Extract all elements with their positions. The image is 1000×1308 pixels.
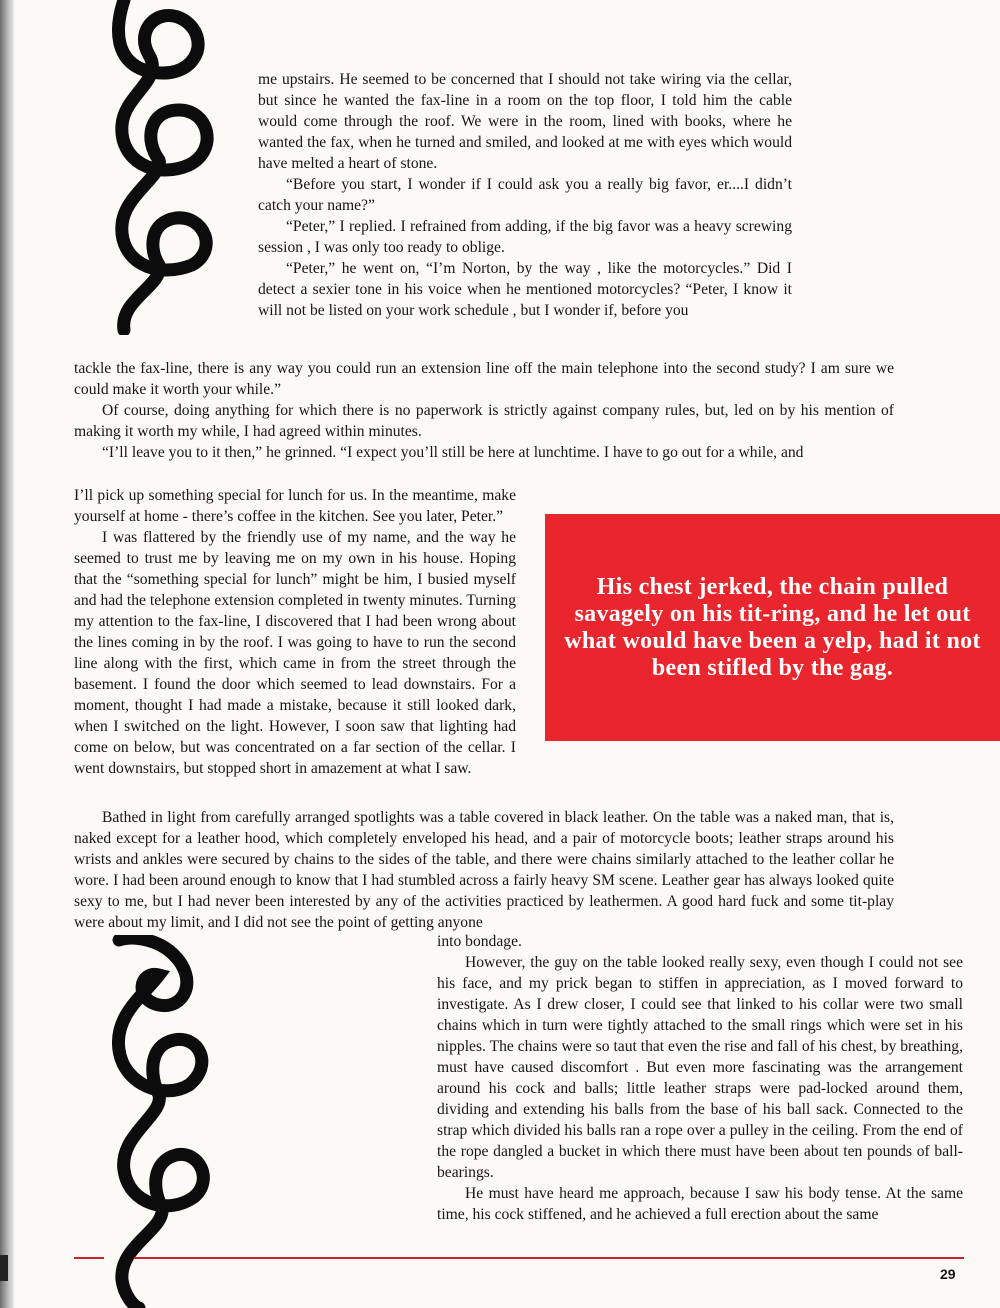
paragraph: He must have heard me approach, because I saw his body tense. At the same time, his cock stiffened, and he achieved a full erection about the same <box>437 1185 963 1223</box>
footer-rule-left <box>74 1257 104 1259</box>
pull-quote-box <box>545 514 1000 741</box>
paragraph: However, the guy on the table looked really sexy, even though I could not see his face, and my prick began to stiffen in appreciation, as I moved forward to investigate. As I drew closer, I could see that linked to his collar were two small chains which in turn were tightly attached to the small rings which were set in his nipples. The chains were so taut that even the rise and fall of his chest, by breathing, must have caused discomfort . But even more fascinating was the arrangement around his cock and balls; little leather straps were pad-locked around them, dividing and extending his balls from the base of his ball sack. Connected to the strap which divided his balls ran a rope over a pulley in the ceiling. From the end of the rope dangled a bucket in which there must have been about ten pounds of ball-bearings. <box>437 954 963 1181</box>
paragraph: “Peter,” I replied. I refrained from adding, if the big favor was a heavy screwing session , I was only too ready to oblige. <box>258 218 792 256</box>
footer-rule <box>134 1257 964 1259</box>
paragraph: I’ll pick up something special for lunch for us. In the meantime, make yourself at home - there’s coffee in the kitchen. See you later, Peter.” <box>74 487 516 525</box>
article-column-bottom <box>437 931 963 1225</box>
paragraph: Bathed in light from carefully arranged spotlights was a table covered in black leather. On the table was a naked man, that is, naked except for a leather hood, which completely enveloped his head, and a pair of motorcycle boots; leather straps around his wrists and ankles were secured by chains to the sides of the table, and there were chains similarly attached to the leather collar he wore. I had been around enough to know that I had stumbled across a fairly heavy SM scene. Leather gear has always looked quite sexy to me, but I had never been interested by any of the activities practiced by leathermen. A good hard fuck and some tit-play were about my limit, and I did not see the point of getting anyone <box>74 809 894 931</box>
paragraph: into bondage. <box>437 933 522 950</box>
paragraph: I was flattered by the friendly use of my name, and the way he seemed to trust me by leaving me on my own in his house. Hoping that the “something special for lunch” might be him, I busied myself and had the telephone extension completed in twenty minutes. Turning my attention to the fax-line, I discovered that I had been wrong about the lines coming in by the roof. I was going to have to run the second line along with the first, which came in from the street through the basement. I found the door which seemed to lead downstairs. For a moment, thought I had made a mistake, because it still looked dark, when I switched on the light. However, I soon saw that lighting had come on below, but was concentrated on a far section of the cellar. I went downstairs, but stopped short in amazement at what I saw. <box>74 529 516 777</box>
article-column-full-2 <box>74 807 894 933</box>
page-gutter <box>0 0 14 1308</box>
pull-quote-text: His chest jerked, the chain pulled savagely on his tit-ring, and he let out what would have been a yelp, had it not been stifled by the gag. <box>564 573 981 681</box>
paragraph: tackle the fax-line, there is any way you could run an extension line off the main telephone into the second study? I am sure we could make it worth your while.” <box>74 360 894 398</box>
paragraph: me upstairs. He seemed to be concerned that I should not take wiring via the cellar, but since he wanted the fax-line in a room on the top floor, I told him the cable would come through the roof. We were in the room, lined with books, where he wanted the fax, when he turned and smiled, and looked at me with eyes which would have melted a heart of stone. <box>258 71 792 172</box>
paragraph: Of course, doing anything for which there is no paperwork is strictly against company rules, but, led on by his mention of making it worth my while, I had agreed within minutes. <box>74 402 894 440</box>
article-column-left <box>74 485 516 779</box>
page-number: 29 <box>940 1266 956 1282</box>
paragraph: “Peter,” he went on, “I’m Norton, by the way , like the motorcycles.” Did I detect a sexier tone in his voice when he mentioned motorcycles? “Peter, I know it will not be listed on your work schedule , but I wonder if, before you <box>258 260 792 319</box>
article-column-top <box>258 69 792 321</box>
paragraph: “Before you start, I wonder if I could ask you a really big favor, er....I didn’t catch your name?” <box>258 176 792 214</box>
bottom-loop-ornament-icon <box>104 935 224 1308</box>
gutter-mark <box>0 1255 8 1281</box>
top-loop-ornament-icon <box>104 0 224 335</box>
paragraph: “I’ll leave you to it then,” he grinned. “I expect you’ll still be here at lunchtime. I have to go out for a while, and <box>102 444 804 461</box>
article-column-full-1 <box>74 358 894 463</box>
